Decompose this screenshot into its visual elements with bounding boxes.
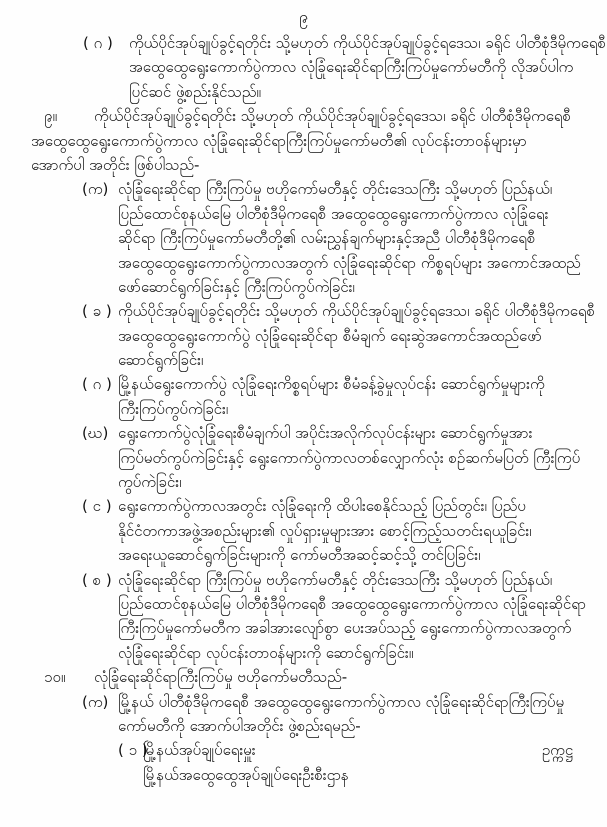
text-line <box>0 226 607 250</box>
text-content: ပြင်ဆင် ဖွဲ့စည်းနိုင်သည်။ <box>129 82 261 101</box>
text-line <box>0 153 607 177</box>
text-line <box>0 251 607 275</box>
text-line <box>0 129 607 153</box>
item-marker: ၁၀။ <box>44 668 66 687</box>
text-content: ကြီးကြပ်မှုကော်မတီက အခါအားလျော်စွာ ပေးအပ်သည့် ရွေးကောက်ပွဲကာလအတွက် <box>118 619 572 638</box>
item-marker: ( င ) <box>82 497 112 516</box>
role-label: ဥက္ကဋ္ဌ <box>541 741 573 760</box>
item-ka <box>0 177 607 299</box>
item-ga-continued <box>0 31 607 104</box>
item-gha <box>0 421 607 494</box>
text-content: ဆိုင်ရာ ကြီးကြပ်မှုကော်မတီတို့၏ လမ်းညွှန်ချက်များနှင့်အညီ ပါတီစုံဒီမိုကရေစီ <box>118 229 536 248</box>
text-content: ပြည်ထောင်စုနယ်မြေ ပါတီစုံဒီမိုကရေစီ အထွေထွေရွေးကောက်ပွဲကာလ လုံခြုံရေးဆိုင်ရာ <box>118 594 586 613</box>
text-content: အထွေထွေရွေးကောက်ပွဲကာလ လုံခြုံရေးဆိုင်ရာကြီးကြပ်မှုကော်မတီကို လိုအပ်ပါက <box>129 58 574 77</box>
item-ga <box>0 372 607 421</box>
text-content: ကိုယ်ပိုင်အုပ်ချုပ်ခွင့်ရတိုင်း သို့မဟုတ် ကိုယ်ပိုင်အုပ်ချုပ်ခွင့်ရဒေသ၊ ခရိုင် ပါတီစုံဒီမိုကရေစီ <box>94 107 571 126</box>
text-content: အထွေထွေရွေးကောက်ပွဲကာလ လုံခြုံရေးဆိုင်ရာကြီးကြပ်မှုကော်မတီ၏ လုပ်ငန်းတာဝန်များမှာ <box>31 131 527 150</box>
text-content: မြို့နယ်အုပ်ချုပ်ရေးမှူး <box>143 741 256 760</box>
item-kha <box>0 299 607 372</box>
text-line <box>0 104 607 128</box>
text-line <box>0 494 607 518</box>
text-content: ဖော်ဆောင်ရွက်ခြင်းနှင့် ကြီးကြပ်ကွပ်ကဲခြင်း၊ <box>118 277 355 296</box>
text-content: ကြီးကြပ်ကွပ်ကဲခြင်း၊ <box>118 399 229 418</box>
text-content: ဆောင်ရွက်ခြင်း၊ <box>118 351 204 370</box>
text-line <box>0 177 607 201</box>
text-line <box>0 616 607 640</box>
text-line <box>0 738 607 762</box>
text-line <box>0 372 607 396</box>
text-content: လုံခြုံရေးဆိုင်ရာ ကြီးကြပ်မှု ဗဟိုကော်မတီနှင့် တိုင်းဒေသကြီး သို့မဟုတ် ပြည်နယ်၊ <box>118 180 553 199</box>
text-content: မြို့နယ်အထွေထွေအုပ်ချုပ်ရေးဦးစီးဌာန <box>143 765 349 784</box>
paragraph-9 <box>0 104 607 177</box>
text-content: လုံခြုံရေးဆိုင်ရာကြီးကြပ်မှု ဗဟိုကော်မတီသည်- <box>94 668 348 687</box>
text-line <box>0 275 607 299</box>
text-line <box>0 763 607 787</box>
text-content: ရွေးကောက်ပွဲလုံခြုံရေးစီမံချက်ပါ အပိုင်းအလိုက်လုပ်ငန်းများ ဆောင်ရွက်မှုအား <box>118 424 533 443</box>
item-10-ka <box>0 690 607 739</box>
text-line <box>0 397 607 421</box>
text-content: မြို့နယ် ပါတီစုံဒီမိုကရေစီ အထွေထွေရွေးကောက်ပွဲကာလ လုံခြုံရေးဆိုင်ရာကြီးကြပ်မှု <box>118 692 565 711</box>
text-line <box>0 519 607 543</box>
text-content: အထွေထွေရွေးကောက်ပွဲ လုံခြုံရေးဆိုင်ရာ စီမံချက် ရေးဆွဲအကောင်အထည်ဖော် <box>118 326 542 345</box>
item-marker: ( ခ ) <box>82 302 112 321</box>
item-marker: (က) <box>82 692 109 711</box>
text-line <box>0 470 607 494</box>
text-line <box>0 299 607 323</box>
text-content: ပြည်ထောင်စုနယ်မြေ ပါတီစုံဒီမိုကရေစီ အထွေထွေရွေးကောက်ပွဲကာလ လုံခြုံရေး <box>118 204 549 223</box>
text-line <box>0 543 607 567</box>
text-line <box>0 446 607 470</box>
item-marker: ( ၁ ) <box>118 741 148 760</box>
item-marker: (ဃ) <box>82 424 109 443</box>
text-line <box>0 348 607 372</box>
text-line <box>0 55 607 79</box>
item-sa <box>0 568 607 666</box>
text-content: အရေးယူဆောင်ရွက်ခြင်းများကို ကော်မတီအဆင့်ဆင့်သို့ တင်ပြခြင်း၊ <box>118 546 481 565</box>
text-line <box>0 568 607 592</box>
text-line <box>0 641 607 665</box>
document-body <box>0 31 607 787</box>
text-content: နိုင်ငံတကာအဖွဲ့အစည်းများ၏ လှုပ်ရှားမှုများအား စောင့်ကြည့်သတင်းရယူခြင်း၊ <box>118 521 532 540</box>
item-marker: (က) <box>82 180 109 199</box>
subitem-1 <box>0 738 607 787</box>
page-number: ၉ <box>299 7 308 26</box>
text-line <box>0 421 607 445</box>
text-content: ကိုယ်ပိုင်အုပ်ချုပ်ခွင့်ရတိုင်း သို့မဟုတ် ကိုယ်ပိုင်အုပ်ချုပ်ခွင့်ရဒေသ၊ ခရိုင် ပါတီစုံဒီမိုကရေစီ <box>118 302 595 321</box>
text-content: ကြပ်မတ်ကွပ်ကဲခြင်းနှင့် ရွေးကောက်ပွဲကာလတစ်လျှောက်လုံး စဉ်ဆက်မပြတ် ကြီးကြပ် <box>118 448 581 467</box>
text-content: ကွပ်ကဲခြင်း၊ <box>118 473 182 492</box>
text-content: ရွေးကောက်ပွဲကာလအတွင်း လုံခြုံရေးကို ထိပါးစေနိုင်သည့် ပြည်တွင်း၊ ပြည်ပ <box>118 497 526 516</box>
text-content: အထွေထွေရွေးကောက်ပွဲကာလအတွက် လုံခြုံရေးဆိုင်ရာ ကိစ္စရပ်များ အကောင်အထည် <box>118 253 581 272</box>
text-line <box>0 202 607 226</box>
item-marker: ( စ ) <box>82 570 112 589</box>
text-content: မြို့နယ်ရွေးကောက်ပွဲ လုံခြုံရေးကိစ္စရပ်များ စီမံခန့်ခွဲမှုလုပ်ငန်း ဆောင်ရွက်မှုများကို <box>118 375 545 394</box>
text-line <box>0 690 607 714</box>
text-line <box>0 31 607 55</box>
text-line <box>0 592 607 616</box>
paragraph-10 <box>0 665 607 689</box>
item-marker: ၉။ <box>44 107 57 126</box>
text-content: လုံခြုံရေးဆိုင်ရာ လုပ်ငန်းတာဝန်များကို ဆောင်ရွက်ခြင်း။ <box>118 643 414 662</box>
item-marker: ( ဂ ) <box>83 34 113 52</box>
text-line <box>0 665 607 689</box>
text-line <box>0 324 607 348</box>
text-line <box>0 714 607 738</box>
item-marker: ( ဂ ) <box>82 375 112 394</box>
text-content: ကော်မတီကို အောက်ပါအတိုင်း ဖွဲ့စည်းရမည်- <box>118 716 361 735</box>
text-content: အောက်ပါ အတိုင်း ဖြစ်ပါသည်- <box>31 155 200 174</box>
text-content: ကိုယ်ပိုင်အုပ်ချုပ်ခွင့်ရတိုင်း သို့မဟုတ် ကိုယ်ပိုင်အုပ်ချုပ်ခွင့်ရဒေသ၊ ခရိုင် ပါတီစုံဒီမိုကရေစီ <box>129 34 606 52</box>
text-line <box>0 80 607 104</box>
item-nga <box>0 494 607 567</box>
text-content: လုံခြုံရေးဆိုင်ရာ ကြီးကြပ်မှု ဗဟိုကော်မတီနှင့် တိုင်းဒေသကြီး သို့မဟုတ် ပြည်နယ်၊ <box>118 570 553 589</box>
